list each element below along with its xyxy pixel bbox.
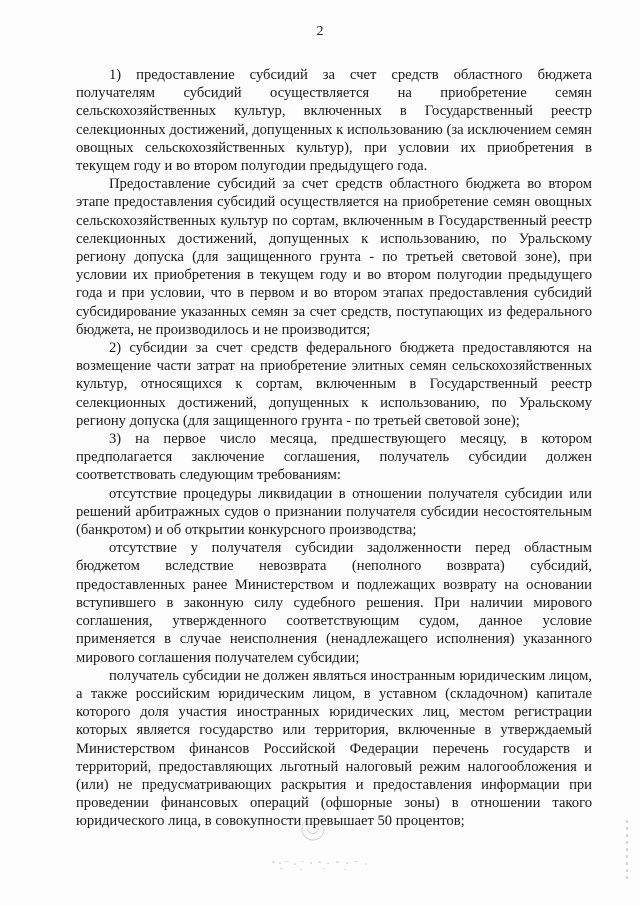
scan-artifact (270, 858, 380, 872)
scan-edge-mark (626, 820, 628, 880)
faint-seal-icon (300, 816, 326, 842)
paragraph-recipient-requirements: 3) на первое число месяца, предшествующего месяцу, в котором предполагается заключение соглашения, получатель субсидии должен соответствовать следующим требованиям: (76, 431, 592, 484)
paragraph-second-stage: Предоставление субсидий за счет средств областного бюджета во втором этапе предоставления субсидий осуществляется на приобретение семян овощных сельскохозяйственных культур по сортам, включенным в Государственный реестр селекционных достижений, допущенных к использованию, по Уральскому региону допуска (для защищенного грунта - по третьей световой зоне), при условии их приобретения в текущем году и во втором полугодии предыдущего года и при условии, что в первом и во втором этапах предоставления субсидий субсидирование указанных семян за счет средств, поступающих из федерального бюджета, не производилось и не производится; (76, 176, 592, 338)
paragraph-no-liquidation: отсутствие процедуры ликвидации в отношении получателя субсидии или решений арбитражных судов о признании получателя субсидии несостоятельным (банкротом) и об открытии конкурсного производства; (76, 485, 592, 539)
paragraph-no-debt: отсутствие у получателя субсидии задолженности перед областным бюджетом вследствие невозврата (неполного возврата) субсидий, предоставленных ранее Министерством и подлежащих возврату на основании вступившего в законную силу судебного решения. При наличии мирового соглашения, утвержденного соответствующим судом, данное условие применяется в случае неисполнения (ненадлежащего исполнения) указанного мирового соглашения получателем субсидии; (76, 540, 592, 666)
paragraph-federal-subsidies: 2) субсидии за счет средств федерального бюджета предоставляются на возмещение части затрат на приобретение элитных семян сельскохозяйственных культур, относящихся к сортам, включенным в Государственный реестр селекционных достижений, допущенных к использованию, по Уральскому региону допуска (для защищенного грунта - по третьей световой зоне); (76, 340, 592, 429)
paragraph-not-foreign-entity: получатель субсидии не должен являться иностранным юридическим лицом, а также российским юридическим лицом, в уставном (складочном) капитале которого доля участия иностранных юридических лиц, местом регистрации которых является государство или территория, включенные в утверждаемый Министерством финансов Российской Федерации перечень государств и территорий, предоставляющих льготный налоговый режим налогообложения и (или) не предусматривающих раскрытия и предоставления информации при проведении финансовых операций (офшорные зоны) в отношении такого юридического лица, в совокупности превышает 50 процентов; (76, 667, 592, 830)
document-body (76, 66, 592, 831)
page-number: 2 (316, 24, 324, 39)
paragraph-subsidies-regional-budget: 1) предоставление субсидий за счет средств областного бюджета получателям субсидий осуществляется на приобретение семян сельскохозяйственных культур, включенных в Государственный реестр селекционных достижений, допущенных к использованию (за исключением семян овощных сельскохозяйственных культур), при условии их приобретения в текущем году и во втором полугодии предыдущего года. (76, 67, 592, 175)
